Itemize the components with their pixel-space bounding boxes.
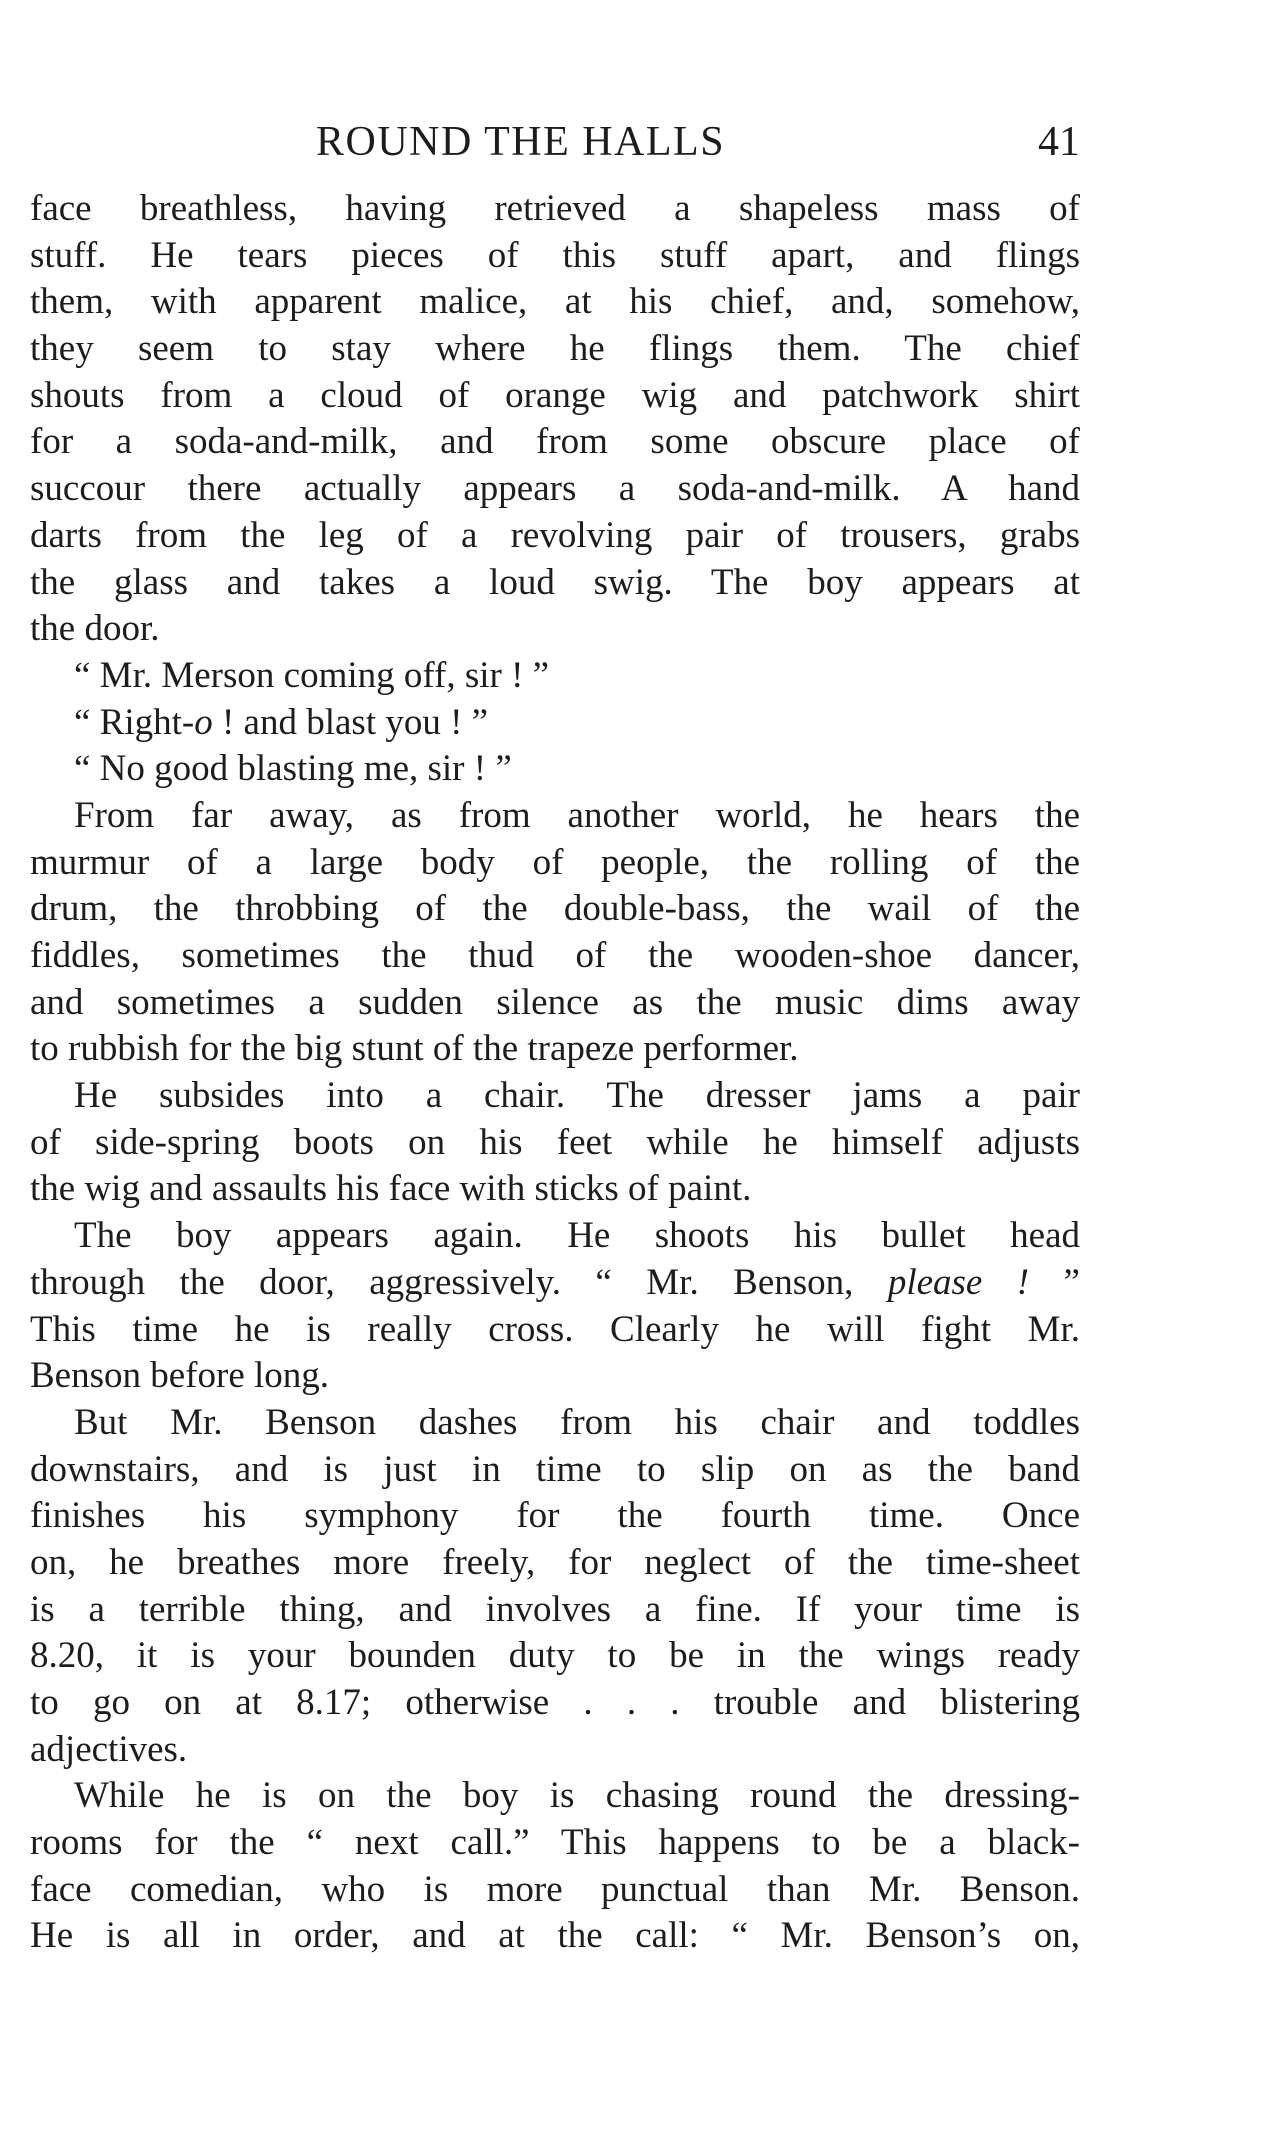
text-line: the door. bbox=[30, 608, 160, 650]
text-line: downstairs, and is just in time to slip on as the band bbox=[30, 1448, 1080, 1490]
dialogue-segment: “ Right- bbox=[74, 701, 195, 743]
dialogue-line bbox=[30, 700, 1080, 747]
text-line: on, he breathes more freely, for neglect of the time-sheet bbox=[30, 1541, 1080, 1583]
text-line bbox=[30, 1260, 1080, 1307]
text-line: darts from the leg of a revolving pair of trousers, grabs bbox=[30, 514, 1080, 556]
dialogue-segment: ! and blast you ! ” bbox=[212, 701, 489, 743]
text-line: and sometimes a sudden silence as the music dims away bbox=[30, 981, 1080, 1023]
page-header bbox=[30, 112, 1080, 172]
dialogue-line: “ No good blasting me, sir ! ” bbox=[74, 748, 512, 790]
text-line: succour there actually appears a soda-and-milk. A hand bbox=[30, 468, 1080, 510]
paragraph-start-line: While he is on the boy is chasing round the dressing- bbox=[74, 1775, 1080, 1817]
text-line: drum, the throbbing of the double-bass, the wail of the bbox=[30, 888, 1080, 930]
paragraph-start-line: The boy appears again. He shoots his bullet head bbox=[74, 1215, 1080, 1257]
text-line: shouts from a cloud of orange wig and patchwork shirt bbox=[30, 374, 1080, 416]
text-line: to rubbish for the big stunt of the trapeze performer. bbox=[30, 1028, 799, 1070]
dialogue-line: “ Mr. Merson coming off, sir ! ” bbox=[74, 654, 550, 696]
text-line: He is all in order, and at the call: “ Mr. Benson’s on, bbox=[30, 1915, 1080, 1957]
text-line: murmur of a large body of people, the rolling of the bbox=[30, 841, 1080, 883]
text-line: to go on at 8.17; otherwise . . . trouble and blistering bbox=[30, 1682, 1080, 1723]
paragraph-start-line: But Mr. Benson dashes from his chair and toddles bbox=[74, 1401, 1080, 1443]
running-head: ROUND THE HALLS bbox=[316, 119, 726, 165]
text-line: 8.20, it is your bounden duty to be in the wings ready bbox=[30, 1635, 1080, 1677]
text-line: the wig and assaults his face with sticks of paint. bbox=[30, 1168, 752, 1210]
text-line: them, with apparent malice, at his chief, and, somehow, bbox=[30, 281, 1080, 323]
text-line: adjectives. bbox=[30, 1728, 188, 1770]
text-line: they seem to stay where he flings them. The chief bbox=[30, 328, 1080, 370]
text-line: stuff. He tears pieces of this stuff apart, and flings bbox=[30, 234, 1080, 276]
italic-segment: please ! bbox=[887, 1261, 1030, 1303]
text-line: face breathless, having retrieved a shapeless mass of bbox=[30, 188, 1080, 229]
text-line: the glass and takes a loud swig. The boy appears at bbox=[30, 561, 1080, 603]
text-line: finishes his symphony for the fourth time. Once bbox=[30, 1495, 1080, 1537]
text-line: Benson before long. bbox=[30, 1355, 330, 1397]
text-segment: ” bbox=[1029, 1261, 1080, 1303]
page-number: 41 bbox=[1038, 119, 1080, 165]
text-segment: through the door, aggressively. “ Mr. Benson, bbox=[30, 1261, 888, 1303]
italic-segment: o bbox=[194, 701, 213, 743]
text-line: for a soda-and-milk, and from some obscure place of bbox=[30, 421, 1080, 463]
text-line: of side-spring boots on his feet while he himself adjusts bbox=[30, 1121, 1080, 1163]
paragraph-start-line: From far away, as from another world, he hears the bbox=[74, 794, 1080, 836]
paragraph-start-line: He subsides into a chair. The dresser jams a pair bbox=[74, 1075, 1080, 1117]
text-line: This time he is really cross. Clearly he will fight Mr. bbox=[30, 1308, 1080, 1350]
text-line: is a terrible thing, and involves a fine. If your time is bbox=[30, 1588, 1080, 1630]
body-text bbox=[30, 186, 1080, 1960]
text-line: rooms for the “ next call.” This happens to be a black- bbox=[30, 1822, 1080, 1864]
text-line: fiddles, sometimes the thud of the wooden-shoe dancer, bbox=[30, 935, 1080, 976]
text-line: face comedian, who is more punctual than Mr. Benson. bbox=[30, 1868, 1080, 1910]
